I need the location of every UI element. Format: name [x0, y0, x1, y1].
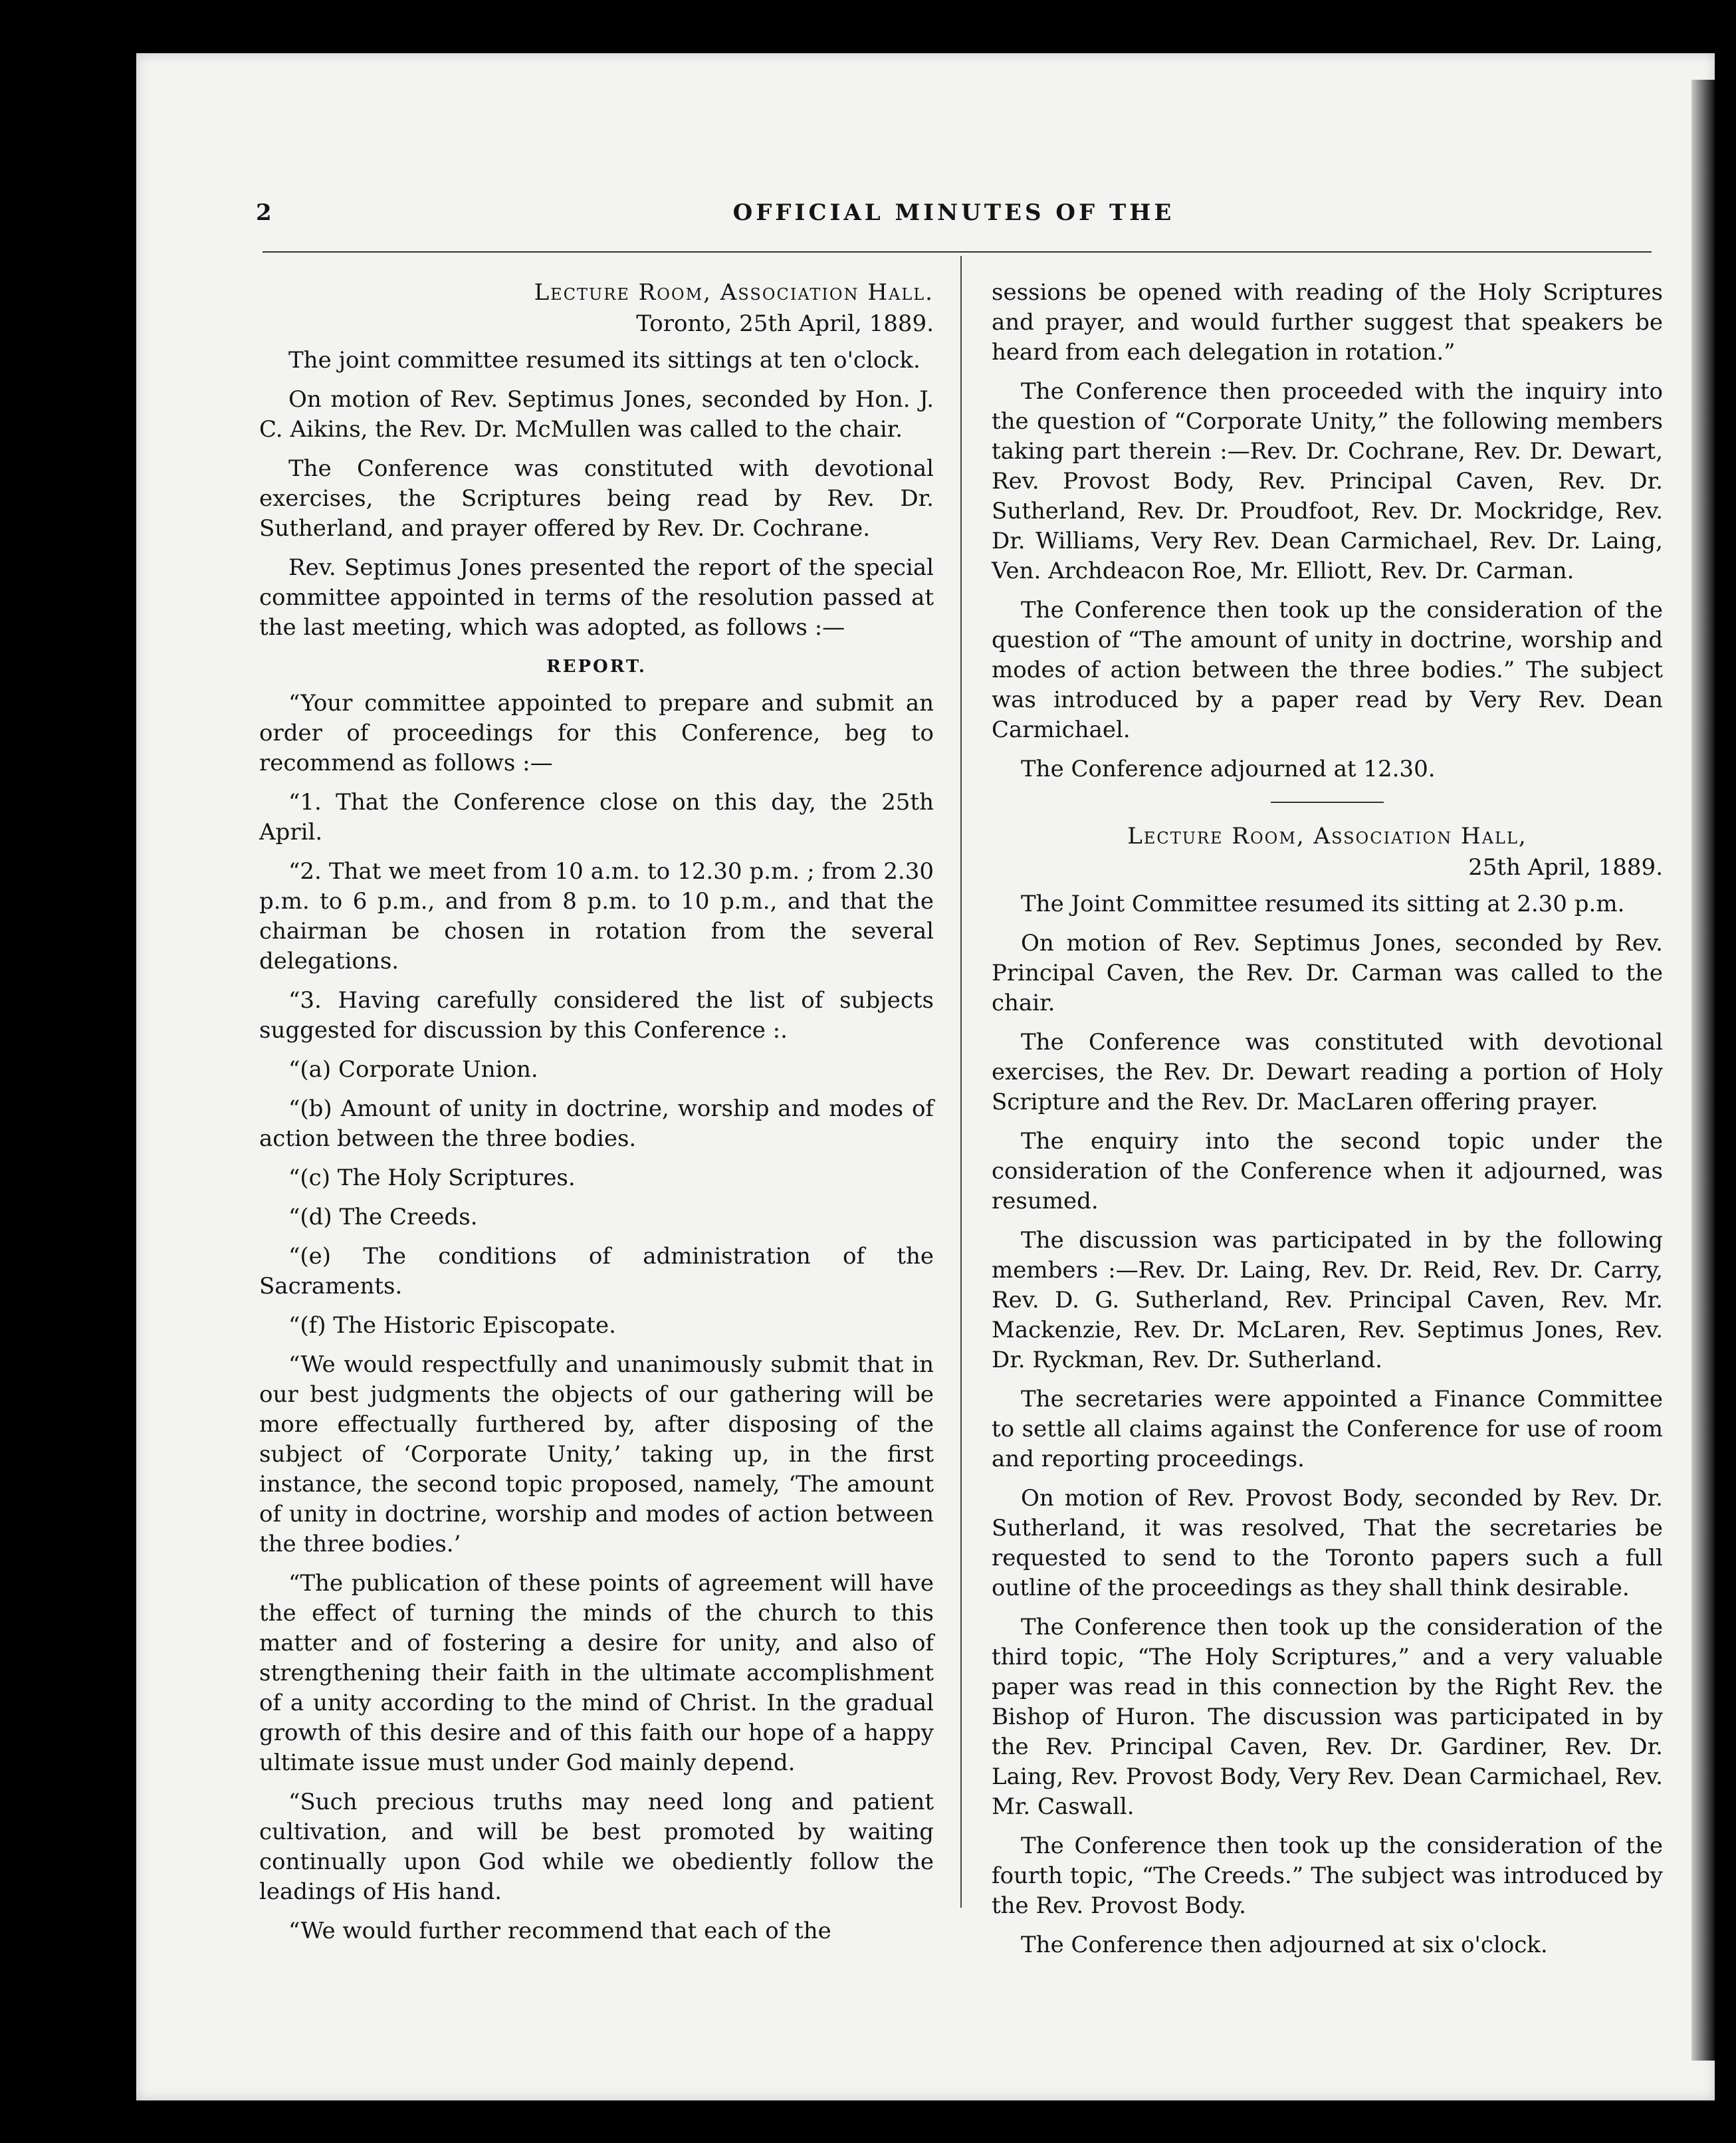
paragraph: The Conference then took up the consideration of the fourth topic, “The Creeds.” The subject was introduced by the Rev. Provost Body. [992, 1833, 1663, 1919]
paragraph: The Conference was constituted with devotional exercises, the Scriptures being read by Rev. Dr. Sutherland, and prayer offered by Rev. Dr. Cochrane. [259, 455, 934, 542]
subject-item: “(d) The Creeds. [288, 1204, 478, 1230]
paragraph: The Conference then took up the consideration of the third topic, “The Holy Scriptures,” and a very valuable paper was read in this connection by the Right Rev. the Bishop of Huron. The discussion was participated in by the Rev. Principal Caven, Rev. Dr. Gardiner, Rev. Dr. Laing, Rev. Provost Body, Very Rev. Dean Carmichael, Rev. Mr. Caswall. [992, 1614, 1663, 1820]
report-item: “3. Having carefully considered the list of subjects suggested for discussion by this Conference :. [259, 987, 934, 1044]
paragraph: The secretaries were appointed a Finance Committee to settle all claims against the Conference for use of room and reporting proceedings. [992, 1386, 1663, 1472]
paragraph: The Conference adjourned at 12.30. [1021, 756, 1436, 782]
report-intro: “Your committee appointed to prepare and submit an order of proceedings for this Conference, beg to recommend as follows :— [259, 690, 934, 776]
paragraph: Rev. Septimus Jones presented the report of the special committee appointed in terms of the resolution passed at the last meeting, which was adopted, as follows :— [259, 554, 934, 641]
left-column [259, 278, 934, 1956]
paragraph: “Such precious truths may need long and patient cultivation, and will be best promoted by waiting continually upon God while we obediently follow the leadings of His hand. [259, 1789, 934, 1905]
location-heading: Lecture Room, Association Hall. [534, 279, 934, 306]
dateline: 25th April, 1889. [1468, 854, 1663, 881]
paragraph: The joint committee resumed its sittings at ten o'clock. [288, 347, 921, 374]
right-column [992, 278, 1663, 1970]
report-heading: REPORT. [546, 657, 647, 677]
column-divider [960, 256, 962, 1908]
paragraph: The Conference then adjourned at six o'clock. [1021, 1932, 1548, 1958]
paragraph: The Conference then took up the consideration of the question of “The amount of unity in doctrine, worship and modes of action between the three bodies.” The subject was introduced by a paper read by Very Rev. Dean Carmichael. [992, 597, 1663, 743]
paragraph: The Conference was constituted with devotional exercises, the Rev. Dr. Dewart reading a portion of Holy Scripture and the Rev. Dr. MacLaren offering prayer. [992, 1029, 1663, 1115]
section-rule [1271, 802, 1384, 803]
paragraph: “The publication of these points of agreement will have the effect of turning the minds of the church to this matter and of fostering a desire for unity, and also of strengthening their faith in the ultimate accomplishment of a unity according to the mind of Christ. In the gradual growth of this desire and of this faith our hope of a happy ultimate issue must under God mainly depend. [259, 1570, 934, 1776]
subject-item: “(c) The Holy Scriptures. [288, 1165, 576, 1191]
page-number: 2 [256, 199, 272, 226]
subject-item: “(e) The conditions of administration of the Sacraments. [259, 1243, 934, 1299]
paragraph: The discussion was participated in by the following members :—Rev. Dr. Laing, Rev. Dr. Reid, Rev. Dr. Carry, Rev. D. G. Sutherland, Rev. Principal Caven, Rev. Mr. Mackenzie, Rev. Dr. McLaren, Rev. Septimus Jones, Rev. Dr. Ryckman, Rev. Dr. Sutherland. [992, 1227, 1663, 1373]
running-title: OFFICIAL MINUTES OF THE [732, 199, 1175, 226]
page-edge-shadow [1691, 80, 1715, 2061]
report-item: “2. That we meet from 10 a.m. to 12.30 p.m. ; from 2.30 p.m. to 6 p.m., and from 8 p.m. to 10 p.m., and that the chairman be chosen in rotation from the several delegations. [259, 858, 934, 974]
subject-item: “(b) Amount of unity in doctrine, worship and modes of action between the three bodies. [259, 1095, 934, 1152]
subject-item: “(f) The Historic Episcopate. [288, 1312, 616, 1339]
paragraph: On motion of Rev. Septimus Jones, seconded by Hon. J. C. Aikins, the Rev. Dr. McMullen was called to the chair. [259, 386, 934, 443]
paragraph: “We would respectfully and unanimously submit that in our best judgments the objects of our gathering will be more effectually furthered by, after disposing of the subject of ‘Corporate Unity,’ taking up, in the first instance, the second topic proposed, namely, ‘The amount of unity in doctrine, worship and modes of action between the three bodies.’ [259, 1351, 934, 1557]
paragraph: “We would further recommend that each of the [288, 1918, 831, 1944]
continuation-text: sessions be opened with reading of the Holy Scriptures and prayer, and would further suggest that speakers be heard from each delegation in rotation.” [992, 279, 1663, 366]
paragraph: The Joint Committee resumed its sitting at 2.30 p.m. [1021, 891, 1625, 917]
subject-item: “(a) Corporate Union. [288, 1056, 538, 1083]
page-header [256, 199, 1652, 233]
location-heading: Lecture Room, Association Hall, [1127, 823, 1527, 849]
dateline: Toronto, 25th April, 1889. [636, 310, 934, 337]
paragraph: The enquiry into the second topic under the consideration of the Conference when it adjourned, was resumed. [992, 1128, 1663, 1214]
header-rule [263, 251, 1652, 253]
report-item: “1. That the Conference close on this day, the 25th April. [259, 789, 934, 846]
paragraph: The Conference then proceeded with the inquiry into the question of “Corporate Unity,” the following members taking part therein :—Rev. Dr. Cochrane, Rev. Dr. Dewart, Rev. Provost Body, Rev. Principal Caven, Rev. Dr. Sutherland, Rev. Dr. Proudfoot, Rev. Dr. Mockridge, Rev. Dr. Williams, Very Rev. Dean Carmichael, Rev. Dr. Laing, Ven. Archdeacon Roe, Mr. Elliott, Rev. Dr. Carman. [992, 378, 1663, 584]
paragraph: On motion of Rev. Septimus Jones, seconded by Rev. Principal Caven, the Rev. Dr. Carman was called to the chair. [992, 930, 1663, 1016]
paragraph: On motion of Rev. Provost Body, seconded by Rev. Dr. Sutherland, it was resolved, That the secretaries be requested to send to the Toronto papers such a full outline of the proceedings as they shall think desirable. [992, 1485, 1663, 1601]
